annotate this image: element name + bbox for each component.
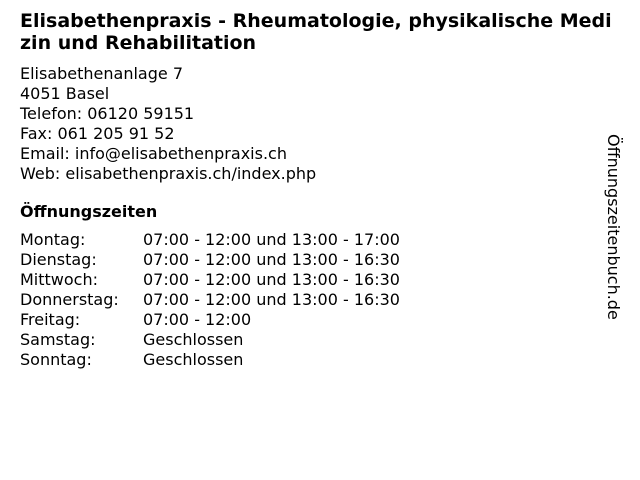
hours-row-friday <box>20 310 612 330</box>
hours-time: 07:00 - 12:00 und 13:00 - 16:30 <box>143 270 400 289</box>
hours-row-sunday <box>20 350 612 370</box>
hours-day: Donnerstag: <box>20 290 119 309</box>
opening-hours-table <box>20 230 612 370</box>
hours-time: 07:00 - 12:00 und 13:00 - 16:30 <box>143 290 400 309</box>
email-line: Email: info@elisabethenpraxis.ch <box>20 144 287 163</box>
hours-time: Geschlossen <box>143 350 244 369</box>
watermark-text: Öffnungszeitenbuch.de <box>604 134 623 320</box>
hours-day: Sonntag: <box>20 350 92 369</box>
hours-row-monday <box>20 230 612 250</box>
hours-row-tuesday <box>20 250 612 270</box>
web-line: Web: elisabethenpraxis.ch/index.php <box>20 164 317 183</box>
fax-line: Fax: 061 205 91 52 <box>20 124 175 143</box>
hours-day: Mittwoch: <box>20 270 98 289</box>
hours-row-saturday <box>20 330 612 350</box>
hours-time: 07:00 - 12:00 <box>143 310 252 329</box>
hours-row-thursday <box>20 290 612 310</box>
phone-line: Telefon: 06120 59151 <box>20 104 195 123</box>
practice-title: Elisabethenpraxis - Rheumatologie, physikalische Medizin und Rehabilitation <box>20 10 612 54</box>
address-block <box>20 64 612 184</box>
hours-day: Samstag: <box>20 330 96 349</box>
opening-hours-heading: Öffnungszeiten <box>20 202 158 221</box>
address-city: 4051 Basel <box>20 84 110 103</box>
hours-time: 07:00 - 12:00 und 13:00 - 17:00 <box>143 230 400 249</box>
hours-day: Montag: <box>20 230 86 249</box>
address-street: Elisabethenanlage 7 <box>20 64 183 83</box>
hours-row-wednesday <box>20 270 612 290</box>
practice-card <box>20 10 612 370</box>
hours-time: Geschlossen <box>143 330 244 349</box>
hours-day: Dienstag: <box>20 250 97 269</box>
hours-time: 07:00 - 12:00 und 13:00 - 16:30 <box>143 250 400 269</box>
hours-day: Freitag: <box>20 310 81 329</box>
